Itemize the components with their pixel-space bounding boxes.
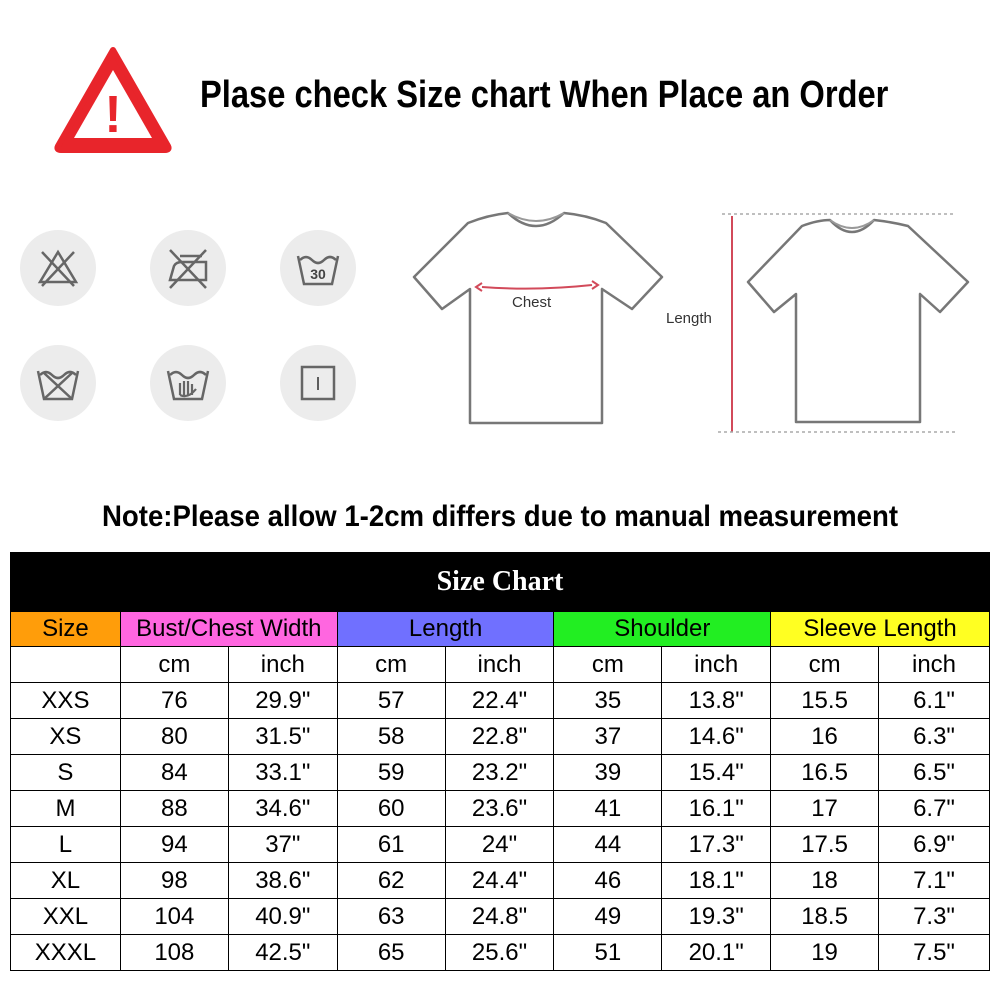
value-cell: 17.3"	[662, 827, 771, 863]
value-cell: 6.5"	[879, 755, 990, 791]
value-cell: 24.8"	[445, 899, 554, 935]
table-row	[11, 791, 990, 827]
value-cell: 15.5	[771, 683, 879, 719]
column-header: Sleeve Length	[771, 612, 990, 647]
value-cell: 22.4"	[445, 683, 554, 719]
size-cell: L	[11, 827, 121, 863]
table-row	[11, 683, 990, 719]
units-row	[11, 647, 990, 683]
value-cell: 57	[337, 683, 445, 719]
value-cell: 22.8"	[445, 719, 554, 755]
value-cell: 6.3"	[879, 719, 990, 755]
page-title: Plase check Size chart When Place an Order	[200, 74, 889, 116]
value-cell: 6.1"	[879, 683, 990, 719]
value-cell: 6.9"	[879, 827, 990, 863]
size-chart-caption: Size Chart	[11, 553, 990, 612]
value-cell: 46	[554, 863, 662, 899]
value-cell: 19	[771, 935, 879, 971]
value-cell: 80	[120, 719, 228, 755]
svg-text:30: 30	[310, 266, 326, 282]
unit-cell: cm	[120, 647, 228, 683]
value-cell: 17.5	[771, 827, 879, 863]
value-cell: 63	[337, 899, 445, 935]
value-cell: 29.9"	[228, 683, 337, 719]
value-cell: 98	[120, 863, 228, 899]
unit-cell: cm	[337, 647, 445, 683]
value-cell: 94	[120, 827, 228, 863]
table-row	[11, 719, 990, 755]
value-cell: 35	[554, 683, 662, 719]
unit-cell	[11, 647, 121, 683]
table-row	[11, 827, 990, 863]
table-row	[11, 935, 990, 971]
value-cell: 44	[554, 827, 662, 863]
column-header: Size	[11, 612, 121, 647]
wash-30-icon	[280, 230, 356, 306]
column-header: Shoulder	[554, 612, 771, 647]
unit-cell: inch	[445, 647, 554, 683]
value-cell: 16.5	[771, 755, 879, 791]
value-cell: 18.1"	[662, 863, 771, 899]
value-cell: 17	[771, 791, 879, 827]
column-header-row	[11, 612, 990, 647]
table-row	[11, 899, 990, 935]
value-cell: 61	[337, 827, 445, 863]
value-cell: 76	[120, 683, 228, 719]
value-cell: 38.6"	[228, 863, 337, 899]
value-cell: 62	[337, 863, 445, 899]
unit-cell: cm	[771, 647, 879, 683]
svg-text:I: I	[315, 374, 321, 394]
value-cell: 33.1"	[228, 755, 337, 791]
value-cell: 39	[554, 755, 662, 791]
length-label: Length	[666, 310, 712, 327]
value-cell: 108	[120, 935, 228, 971]
value-cell: 14.6"	[662, 719, 771, 755]
unit-cell: inch	[662, 647, 771, 683]
table-row	[11, 863, 990, 899]
column-header: Length	[337, 612, 554, 647]
value-cell: 65	[337, 935, 445, 971]
value-cell: 6.7"	[879, 791, 990, 827]
size-cell: XXL	[11, 899, 121, 935]
tshirt-length-diagram	[708, 210, 978, 435]
value-cell: 42.5"	[228, 935, 337, 971]
value-cell: 37"	[228, 827, 337, 863]
value-cell: 34.6"	[228, 791, 337, 827]
value-cell: 13.8"	[662, 683, 771, 719]
value-cell: 7.1"	[879, 863, 990, 899]
value-cell: 49	[554, 899, 662, 935]
value-cell: 18	[771, 863, 879, 899]
value-cell: 7.3"	[879, 899, 990, 935]
value-cell: 24.4"	[445, 863, 554, 899]
value-cell: 60	[337, 791, 445, 827]
measurement-note: Note:Please allow 1-2cm differs due to manual measurement	[101, 500, 899, 533]
size-cell: XL	[11, 863, 121, 899]
unit-cell: cm	[554, 647, 662, 683]
tshirt-chest-diagram	[408, 205, 670, 435]
value-cell: 20.1"	[662, 935, 771, 971]
value-cell: 51	[554, 935, 662, 971]
value-cell: 24"	[445, 827, 554, 863]
value-cell: 16.1"	[662, 791, 771, 827]
warning-mark: !	[104, 86, 122, 144]
value-cell: 16	[771, 719, 879, 755]
size-cell: M	[11, 791, 121, 827]
value-cell: 84	[120, 755, 228, 791]
unit-cell: inch	[228, 647, 337, 683]
value-cell: 25.6"	[445, 935, 554, 971]
value-cell: 37	[554, 719, 662, 755]
hand-wash-icon	[150, 345, 226, 421]
size-chart-table	[10, 552, 990, 971]
value-cell: 40.9"	[228, 899, 337, 935]
unit-cell: inch	[879, 647, 990, 683]
tumble-dry-icon	[280, 345, 356, 421]
value-cell: 88	[120, 791, 228, 827]
value-cell: 19.3"	[662, 899, 771, 935]
table-row	[11, 755, 990, 791]
chest-label: Chest	[512, 294, 552, 311]
size-cell: XS	[11, 719, 121, 755]
value-cell: 59	[337, 755, 445, 791]
value-cell: 41	[554, 791, 662, 827]
value-cell: 58	[337, 719, 445, 755]
no-wash-icon	[20, 345, 96, 421]
no-iron-icon	[150, 230, 226, 306]
value-cell: 23.6"	[445, 791, 554, 827]
size-cell: S	[11, 755, 121, 791]
warning-icon	[52, 44, 174, 156]
column-header: Bust/Chest Width	[120, 612, 337, 647]
no-bleach-icon	[20, 230, 96, 306]
value-cell: 23.2"	[445, 755, 554, 791]
size-cell: XXXL	[11, 935, 121, 971]
size-cell: XXS	[11, 683, 121, 719]
value-cell: 7.5"	[879, 935, 990, 971]
value-cell: 31.5"	[228, 719, 337, 755]
value-cell: 15.4"	[662, 755, 771, 791]
value-cell: 104	[120, 899, 228, 935]
value-cell: 18.5	[771, 899, 879, 935]
